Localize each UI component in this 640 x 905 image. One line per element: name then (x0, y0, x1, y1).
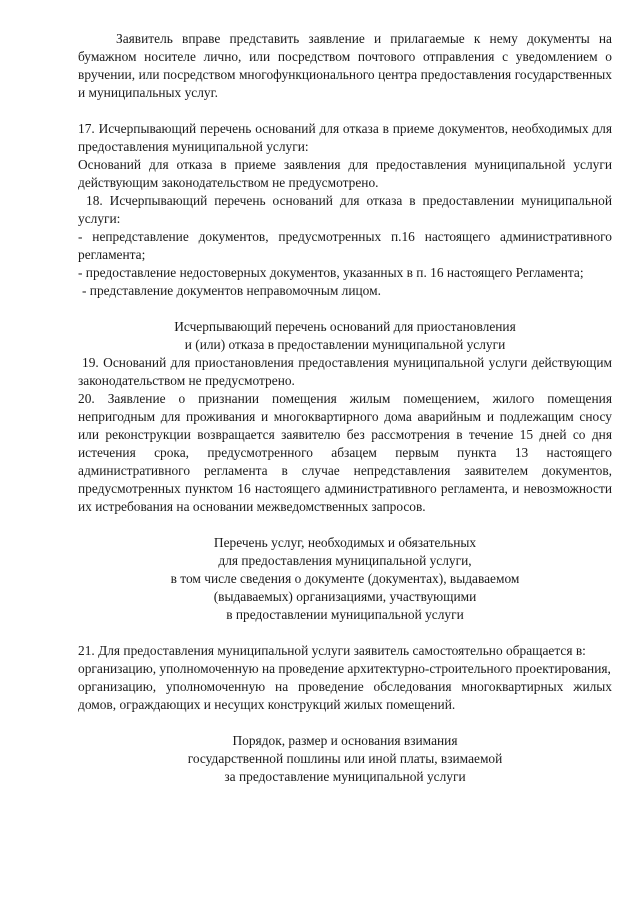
section-18-item-1: - непредставление документов, предусмотренных п.16 настоящего административного регламента; (78, 229, 612, 262)
intro-paragraph: Заявитель вправе представить заявление и прилагаемые к нему документы на бумажном носителе лично, или посредством почтового отправления с уведомлением о вручении, или посредством многофункционального центра предоставления государственных и муниципальных услуг. (78, 31, 612, 100)
section-18-item-2: - предоставление недостоверных документов, указанных в п. 16 настоящего Регламента; (78, 265, 584, 280)
section-21-item-1: организацию, уполномоченную на проведение архитектурно-строительного проектирования, (78, 661, 611, 676)
spacer (78, 102, 612, 120)
heading-services (78, 534, 612, 624)
heading-services-line-1: Перечень услуг, необходимых и обязательных (213, 535, 477, 550)
heading-fees-line-2: государственной пошлины или иной платы, взимаемой (187, 751, 503, 766)
section-17-body: Оснований для отказа в приеме заявления для предоставления муниципальной услуги действующим законодательством не предусмотрено. (78, 157, 612, 190)
heading-fees-line-3: за предоставление муниципальной услуги (224, 769, 466, 784)
spacer (78, 300, 612, 318)
heading-suspension-line-1: Исчерпывающий перечень оснований для приостановления (174, 319, 516, 334)
section-20: 20. Заявление о признании помещения жилым помещением, жилого помещения непригодным для проживания и многоквартирного дома аварийным и подлежащим сносу или реконструкции возвращается заявителю без рассмотрения в течение 15 дней со дня истечения срока, предусмотренного абзацем первым пункта 13 настоящего административного регламента в случае непредставления заявителем документов, предусмотренных пунктом 16 настоящего административного регламента, и невозможности их истребования на основании межведомственных запросов. (78, 391, 612, 514)
spacer (78, 714, 612, 732)
heading-fees (78, 732, 612, 786)
heading-services-line-4: (выдаваемых) организациями, участвующими (213, 589, 477, 604)
heading-services-line-3: в том числе сведения о документе (документах), выдаваемом (170, 571, 520, 586)
section-18-title: 18. Исчерпывающий перечень оснований для отказа в предоставлении муниципальной услуги: (78, 193, 612, 226)
heading-services-line-2: для предоставления муниципальной услуги, (218, 553, 472, 568)
section-17-title: 17. Исчерпывающий перечень оснований для отказа в приеме документов, необходимых для предоставления муниципальной услуги: (78, 121, 612, 154)
section-18-item-3: - представление документов неправомочным лицом. (82, 283, 381, 298)
spacer (78, 624, 612, 642)
section-21-item-2: организацию, уполномоченную на проведение обследования многоквартирных жилых домов, ограждающих и несущих конструкций жилых помещений. (78, 679, 612, 712)
heading-services-line-5: в предоставлении муниципальной услуги (226, 607, 464, 622)
section-21-title: 21. Для предоставления муниципальной услуги заявитель самостоятельно обращается в: (78, 643, 586, 658)
section-19: 19. Оснований для приостановления предоставления муниципальной услуги действующим законодательством не предусмотрено. (78, 355, 612, 388)
heading-suspension-line-2: и (или) отказа в предоставлении муниципальной услуги (184, 337, 506, 352)
spacer (78, 516, 612, 534)
heading-fees-line-1: Порядок, размер и основания взимания (232, 733, 458, 748)
heading-suspension (78, 318, 612, 354)
document-page (78, 30, 612, 786)
